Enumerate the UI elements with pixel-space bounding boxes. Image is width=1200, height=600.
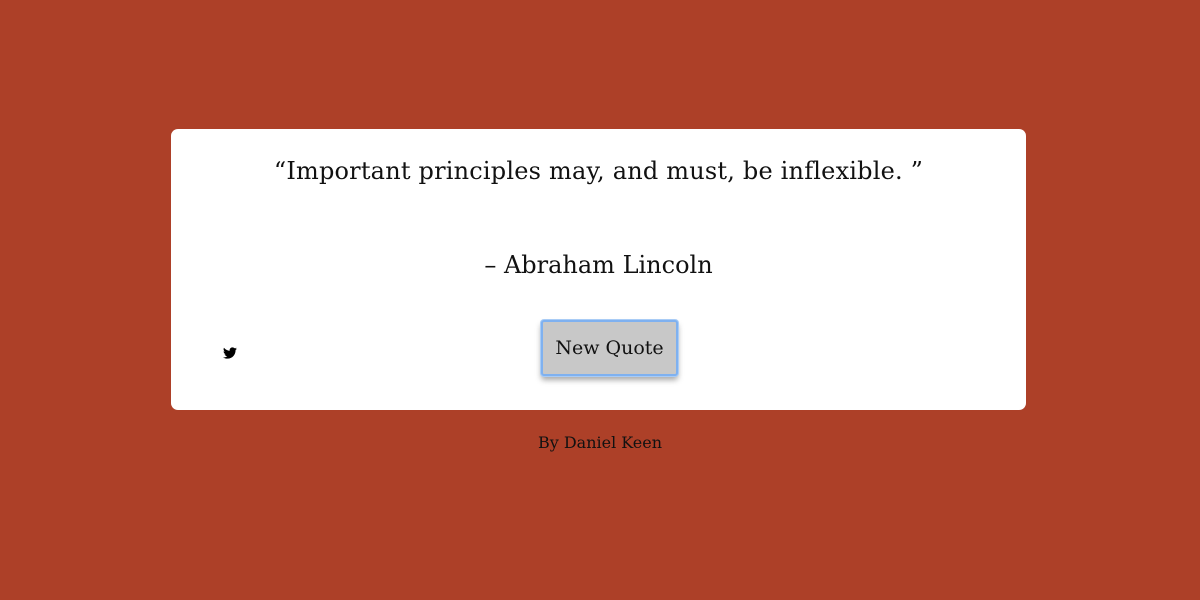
quote-card	[171, 129, 1026, 410]
byline: By Daniel Keen	[537, 433, 663, 452]
new-quote-button[interactable]: New Quote	[541, 320, 678, 376]
quote-author: – Abraham Lincoln	[484, 251, 713, 279]
quote-text: “Important principles may, and must, be inflexible. ”	[273, 157, 924, 185]
twitter-icon	[223, 346, 239, 360]
tweet-quote-link[interactable]	[223, 346, 239, 362]
